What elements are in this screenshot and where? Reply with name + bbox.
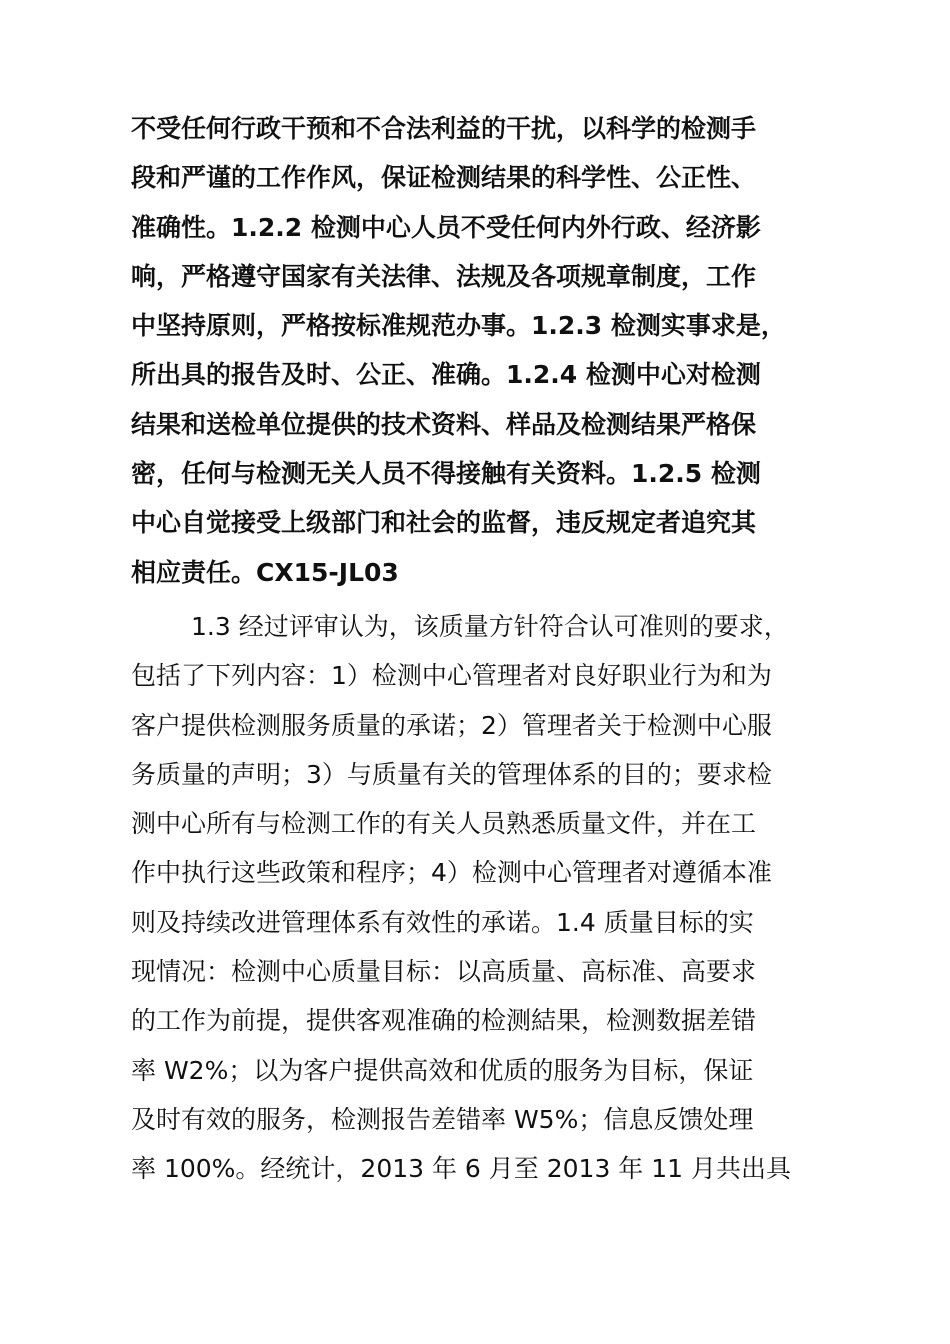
text-line: 测中心所有与检测工作的有关人员熟悉质量文件，并在工 [131,809,757,839]
text-line: 率 100%。经统计，2013 年 6 月至 2013 年 11 月共出具 [131,1154,792,1184]
text-line: 则及持续改进管理体系有效性的承诺。1.4 质量目标的实 [131,907,754,937]
text-line: 的工作为前提，提供客观准确的检测結果，检测数据差错 [131,1006,757,1036]
body-paragraph [131,602,831,1194]
text-line: 中坚持原则，严格按标准规范办事。1.2.3 检测实事求是， [131,311,786,341]
text-line: 响，严格遵守国家有关法律、法规及各项规章制度，工作 [131,261,757,291]
text-line: 相应责任。CX15-JL03 [131,557,399,587]
text-line: 中心自觉接受上级部门和社会的监督，违反规定者追究其 [131,508,757,538]
text-line: 段和严谨的工作作风，保证检测结果的科学性、公正性、 [131,163,757,193]
text-line: 现情况：检测中心质量目标：以高质量、高标准、高要求 [131,957,757,987]
text-line: 密，任何与检测无关人员不得接触有关资料。1.2.5 检测 [131,459,761,489]
text-line: 包括了下列内容：1）检测中心管理者对良好职业行为和为 [131,661,772,691]
text-line: 结果和送检单位提供的技术资料、样品及检测结果严格保 [131,409,757,439]
text-line: 务质量的声明；3）与质量有关的管理体系的目的；要求检 [131,759,772,789]
text-line: 作中执行这些政策和程序；4）检测中心管理者对遵循本准 [131,858,772,888]
text-line: 不受任何行政干预和不合法利益的干扰，以科学的检测手 [131,114,757,143]
text-line: 及时有效的服务，检测报告差错率 W5%；信息反馈处理 [131,1104,754,1134]
text-line: 所出具的报告及时、公正、准确。1.2.4 检测中心对检测 [131,360,761,390]
text-line: 客户提供检测服务质量的承诺；2）管理者关于检测中心服 [131,710,772,740]
bold-paragraph [131,104,831,597]
text-line: 1.3 经过评审认为，该质量方针符合认可准则的要求， [191,612,789,641]
text-line: 准确性。1.2.2 检测中心人员不受任何内外行政、经济影 [131,212,761,242]
text-line: 率 W2%；以为客户提供高效和优质的服务为目标，保证 [131,1055,754,1085]
